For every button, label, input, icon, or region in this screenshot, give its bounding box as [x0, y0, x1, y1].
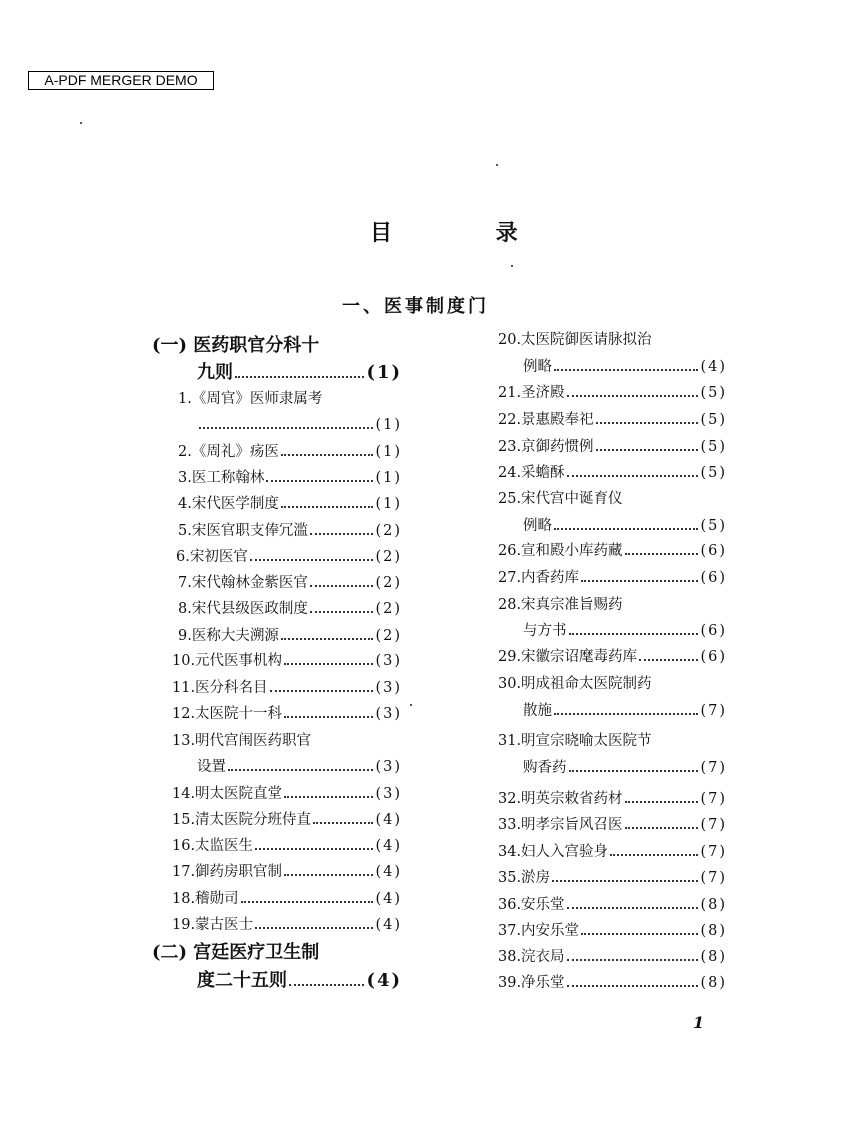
toc-page-ref: (7) [700, 791, 727, 807]
toc-entry-line [498, 540, 727, 562]
toc-page-ref: (3) [375, 653, 402, 669]
dot-leader [639, 659, 698, 661]
toc-entry-title: 6.宋初医官 [176, 549, 248, 565]
dot-leader [554, 528, 698, 530]
toc-page-ref: (4) [375, 891, 402, 907]
toc-page-ref: (1) [366, 362, 402, 383]
toc-entry-line [172, 783, 402, 805]
toc-page-ref: (1) [375, 444, 402, 460]
toc-page-ref: (4) [366, 970, 402, 991]
toc-entry-line [178, 598, 402, 620]
toc-entry-line [498, 730, 652, 752]
toc-entry-title: 散施 [523, 703, 552, 719]
toc-entry-title: 20.太医院御医请脉拟治 [498, 332, 652, 348]
dot-leader [284, 716, 373, 718]
toc-entry-title: 22.景惠殿奉祀 [498, 412, 594, 428]
toc-entry-title: 28.宋真宗准旨赐药 [498, 597, 623, 613]
dot-leader [567, 475, 699, 477]
toc-page-ref: (4) [700, 359, 727, 375]
toc-entry-title: 2.《周礼》疡医 [178, 444, 279, 460]
dot-leader [235, 376, 364, 378]
toc-page-ref: (3) [375, 706, 402, 722]
toc-entry-line [176, 546, 402, 568]
dot-leader [289, 984, 364, 986]
demo-watermark-banner: A-PDF MERGER DEMO [28, 71, 214, 90]
dot-leader [255, 927, 373, 929]
dot-leader [281, 454, 374, 456]
toc-entry-title: 3.医工称翰林 [178, 470, 265, 486]
toc-entry-line [172, 914, 402, 936]
dot-leader [554, 369, 698, 371]
toc-entry-title: 13.明代宫闱医药职官 [172, 733, 312, 749]
dot-leader [554, 713, 698, 715]
toc-page-ref: (2) [375, 628, 402, 644]
toc-entry-line [498, 436, 727, 458]
toc-entry-line [178, 493, 402, 515]
toc-page-ref: (4) [375, 864, 402, 880]
toc-entry-title: (二) 宫廷医疗卫生制 [152, 942, 320, 963]
dot-leader [567, 985, 699, 987]
toc-entry-line [523, 700, 727, 722]
toc-entry-line [178, 572, 402, 594]
toc-page-ref: (8) [700, 975, 727, 991]
toc-page-ref: (2) [375, 523, 402, 539]
toc-entry-line [523, 356, 727, 378]
toc-entry-line [498, 488, 623, 510]
toc-entry-title: 1.《周官》医师隶属考 [178, 391, 323, 407]
toc-page-ref: (4) [375, 917, 402, 933]
toc-page-ref: (2) [375, 601, 402, 617]
toc-entry-title: 与方书 [523, 623, 567, 639]
toc-page-ref: (7) [700, 703, 727, 719]
toc-entry-line [172, 703, 402, 725]
toc-page-ref: (4) [375, 838, 402, 854]
toc-entry-line [197, 414, 402, 436]
toc-entry-title: 21.圣济殿 [498, 385, 565, 401]
toc-entry-title: 33.明孝宗旨风召医 [498, 817, 623, 833]
toc-entry-line [498, 567, 727, 589]
toc-page-ref: (7) [700, 817, 727, 833]
toc-entry-title: 11.医分科名目 [172, 680, 268, 696]
toc-entry-line [498, 788, 727, 810]
toc-entry-title: 19.蒙古医士 [172, 917, 254, 933]
toc-entry-line [498, 409, 727, 431]
toc-entry-title: 25.宋代宫中诞育仪 [498, 491, 623, 507]
dot-leader [228, 769, 373, 771]
toc-page-ref: (8) [700, 949, 727, 965]
dot-leader [625, 827, 699, 829]
toc-entry-title: 27.内香药库 [498, 570, 580, 586]
dot-leader [596, 422, 699, 424]
toc-entry-line [178, 467, 402, 489]
toc-entry-line [172, 650, 402, 672]
dot-leader [270, 690, 374, 692]
toc-entry-title: 例略 [523, 359, 552, 375]
toc-entry-title: 16.太监医生 [172, 838, 254, 854]
toc-entry-title: 24.采蟾酥 [498, 465, 565, 481]
dot-leader [313, 822, 373, 824]
scan-speck [511, 265, 513, 267]
toc-entry-line [498, 867, 727, 889]
toc-page-ref: (6) [700, 543, 727, 559]
dot-leader [284, 796, 373, 798]
toc-page-ref: (3) [375, 759, 402, 775]
toc-entry-title: 32.明英宗敕省药材 [498, 791, 623, 807]
toc-page-ref: (6) [700, 570, 727, 586]
toc-category-line [152, 335, 319, 357]
toc-page-ref: (8) [700, 897, 727, 913]
scan-speck [80, 122, 82, 124]
toc-entry-title: 12.太医院十一科 [172, 706, 283, 722]
dot-leader [241, 901, 374, 903]
toc-entry-line [178, 441, 402, 463]
toc-entry-title: 9.医称大夫溯源 [178, 628, 279, 644]
dot-leader [310, 533, 374, 535]
toc-entry-title: 35.淤房 [498, 870, 551, 886]
toc-page-ref: (5) [700, 439, 727, 455]
dot-leader [552, 880, 698, 882]
toc-entry-title: 38.浣衣局 [498, 949, 565, 965]
toc-entry-line [172, 677, 402, 699]
toc-entry-line [523, 620, 727, 642]
toc-entry-title: 39.净乐堂 [498, 975, 565, 991]
toc-entry-line [498, 673, 652, 695]
dot-leader [569, 770, 699, 772]
toc-page-ref: (6) [700, 623, 727, 639]
toc-entry-line [197, 756, 402, 778]
toc-entry-line [172, 861, 402, 883]
dot-leader [569, 633, 699, 635]
dot-leader [281, 638, 374, 640]
toc-entry-title: 8.宋代县级医政制度 [178, 601, 308, 617]
dot-leader [567, 907, 699, 909]
page-title: 目 录 [370, 220, 566, 246]
scan-speck [496, 164, 498, 166]
toc-entry-line [178, 520, 402, 542]
toc-page-ref: (8) [700, 923, 727, 939]
toc-page-ref: (3) [375, 680, 402, 696]
toc-entry-title: 31.明宣宗晓喻太医院节 [498, 733, 652, 749]
dot-leader [199, 427, 373, 429]
toc-page-ref: (2) [375, 575, 402, 591]
dot-leader [625, 801, 699, 803]
toc-entry-title: 15.清太医院分班侍直 [172, 812, 312, 828]
toc-page-ref: (7) [700, 870, 727, 886]
toc-entry-line [172, 835, 402, 857]
toc-entry-line [498, 462, 727, 484]
toc-page-ref: (1) [375, 417, 402, 433]
toc-entry-line [172, 888, 402, 910]
toc-page-ref: (2) [375, 549, 402, 565]
toc-page-ref: (6) [700, 649, 727, 665]
toc-entry-title: 度二十五则 [197, 970, 287, 991]
toc-entry-title: 23.京御药惯例 [498, 439, 594, 455]
toc-entry-line [498, 972, 727, 994]
toc-entry-title: 36.安乐堂 [498, 897, 565, 913]
toc-entry-line [498, 841, 727, 863]
dot-leader [255, 848, 373, 850]
toc-entry-title: 7.宋代翰林金紫医官 [178, 575, 308, 591]
toc-entry-title: 14.明太医院直堂 [172, 786, 283, 802]
toc-entry-line [498, 382, 727, 404]
toc-category-line [197, 970, 402, 992]
dot-leader [281, 506, 374, 508]
toc-entry-title: 37.内安乐堂 [498, 923, 580, 939]
section-heading: 一、医事制度门 [342, 296, 489, 317]
toc-entry-line [178, 388, 322, 410]
dot-leader [567, 959, 699, 961]
dot-leader [310, 611, 374, 613]
toc-entry-title: (一) 医药职官分科十 [152, 335, 320, 356]
toc-page-ref: (5) [700, 412, 727, 428]
toc-entry-line [172, 730, 311, 752]
toc-page-ref: (7) [700, 760, 727, 776]
toc-entry-title: 17.御药房职官制 [172, 864, 283, 880]
toc-entry-line [172, 809, 402, 831]
dot-leader [581, 933, 698, 935]
toc-entry-line [498, 920, 727, 942]
toc-entry-title: 设置 [197, 759, 226, 775]
scan-speck [410, 704, 412, 706]
page-number: 1 [693, 1013, 705, 1032]
toc-page-ref: (5) [700, 518, 727, 534]
dot-leader [625, 553, 699, 555]
toc-entry-line [498, 329, 652, 351]
toc-page-ref: (3) [375, 786, 402, 802]
dot-leader [567, 395, 699, 397]
toc-page-ref: (4) [375, 812, 402, 828]
dot-leader [596, 449, 699, 451]
toc-entry-line [523, 757, 727, 779]
toc-entry-line [498, 894, 727, 916]
toc-entry-line [178, 625, 402, 647]
toc-entry-title: 30.明成祖命太医院制药 [498, 676, 652, 692]
dot-leader [581, 580, 698, 582]
toc-entry-title: 26.宣和殿小库药藏 [498, 543, 623, 559]
toc-page-ref: (7) [700, 844, 727, 860]
toc-page-ref: (5) [700, 465, 727, 481]
toc-category-line [152, 942, 319, 964]
toc-entry-title: 购香药 [523, 760, 567, 776]
toc-entry-line [498, 946, 727, 968]
toc-category-line [197, 362, 402, 384]
toc-entry-title: 4.宋代医学制度 [178, 496, 279, 512]
dot-leader [284, 663, 373, 665]
dot-leader [310, 585, 374, 587]
toc-entry-title: 5.宋医官职支俸冗滥 [178, 523, 308, 539]
toc-entry-title: 九则 [197, 362, 233, 383]
toc-entry-line [523, 515, 727, 537]
toc-entry-line [498, 594, 623, 616]
toc-entry-title: 18.稽勋司 [172, 891, 239, 907]
toc-page-ref: (5) [700, 385, 727, 401]
toc-entry-line [498, 646, 727, 668]
toc-page-ref: (1) [375, 470, 402, 486]
toc-page-ref: (1) [375, 496, 402, 512]
toc-entry-title: 34.妇人入宫验身 [498, 844, 609, 860]
dot-leader [266, 480, 373, 482]
toc-entry-title: 10.元代医事机构 [172, 653, 283, 669]
toc-entry-line [498, 814, 727, 836]
dot-leader [284, 874, 373, 876]
toc-entry-title: 例略 [523, 518, 552, 534]
dot-leader [610, 854, 698, 856]
toc-entry-title: 29.宋徽宗诏麾毒药库 [498, 649, 638, 665]
dot-leader [250, 559, 374, 561]
